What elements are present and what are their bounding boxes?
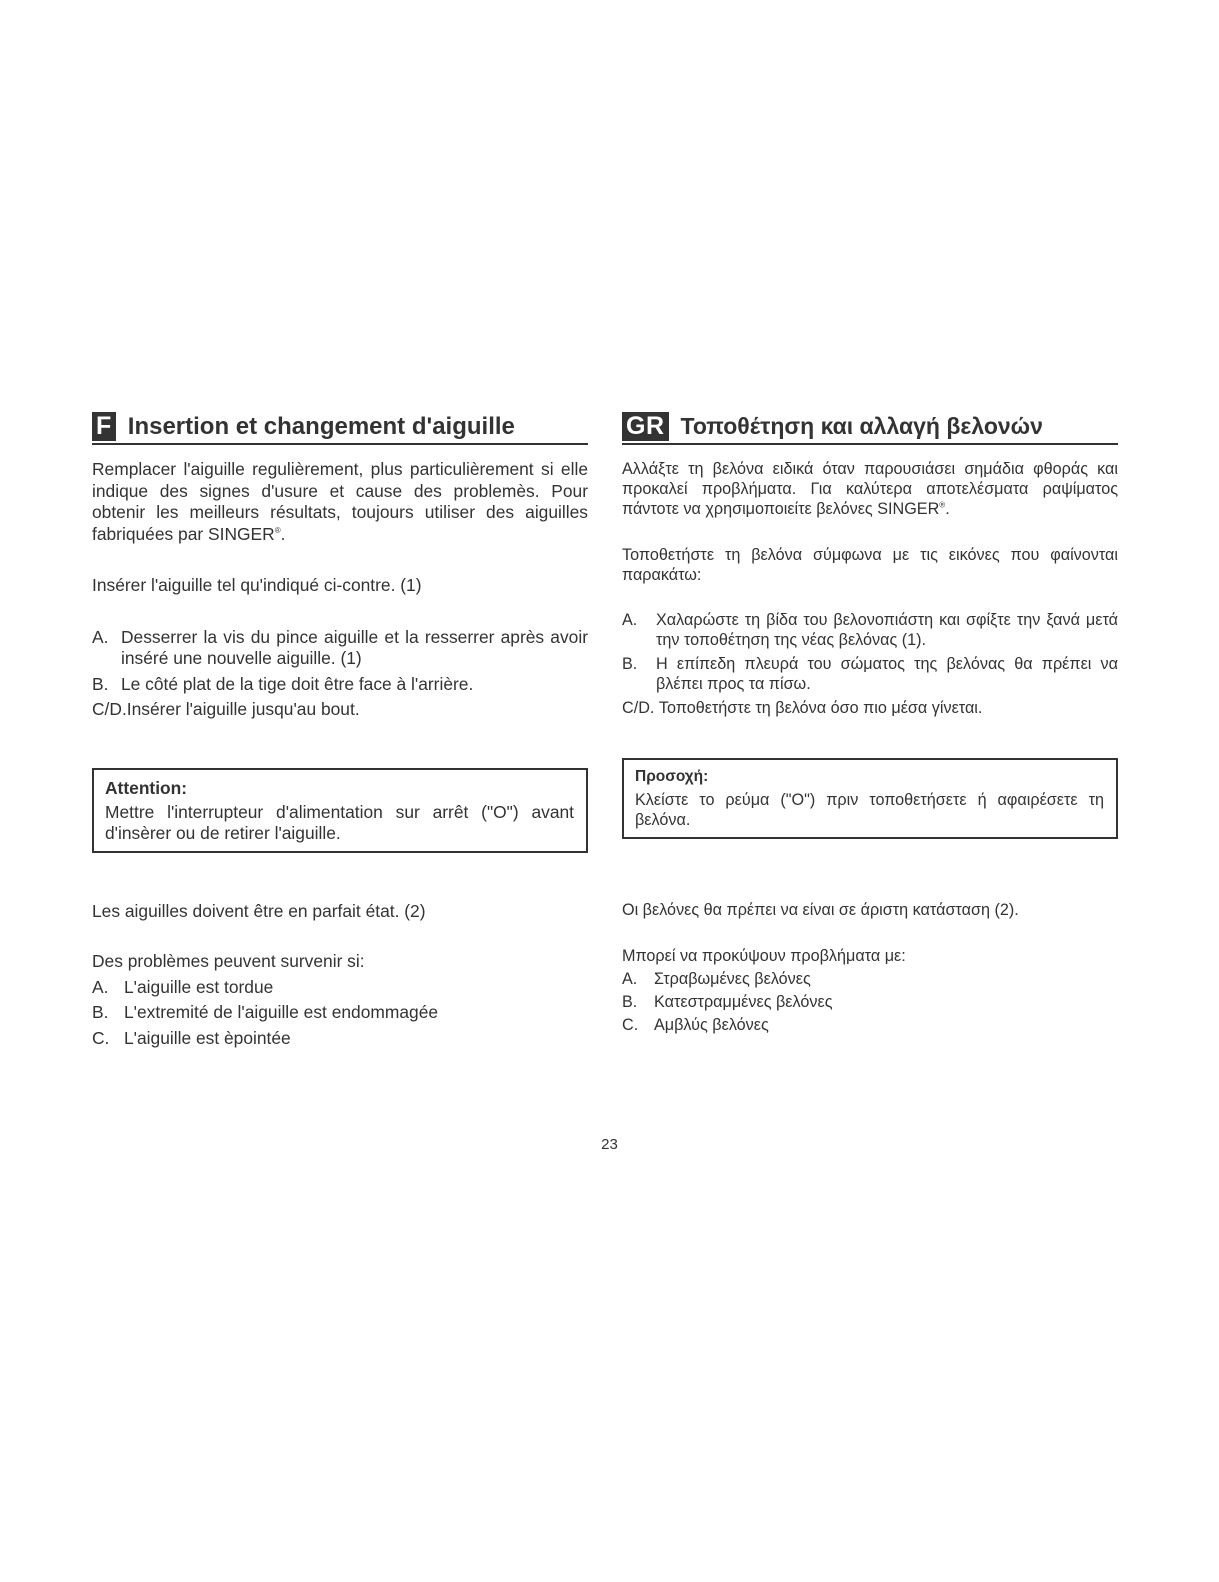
problem-item: C. L'aiguille est èpointée	[92, 1027, 291, 1048]
registered-mark: ®	[274, 525, 281, 535]
insert-instruction: Τοποθετήστε τη βελόνα σύμφωνα με τις εικόνες που φαίνονται παρακάτω:	[622, 546, 1118, 584]
needle-condition: Οι βελόνες θα πρέπει να είναι σε άριστη κατάσταση (2).	[622, 901, 1019, 919]
step-list	[622, 610, 1118, 718]
step-cd: C/D.Insérer l'aiguille jusqu'au bout.	[92, 699, 360, 719]
attention-text: Κλείστε το ρεύμα ("O") πριν τοποθετήσετε ή αφαιρέσετε τη βελόνα.	[635, 791, 1104, 829]
insert-instruction: Insérer l'aiguille tel qu'indiqué ci-contre. (1)	[92, 575, 422, 595]
step-item: B. Le côté plat de la tige doit être face à l'arrière.	[92, 673, 474, 694]
step-item: B. Η επίπεδη πλευρά του σώματος της βελόνας θα πρέπει να βλέπει προς τα πίσω.	[622, 655, 1118, 693]
attention-title: Προσοχή:	[635, 768, 709, 785]
french-section	[92, 410, 588, 1049]
problem-item: A. Στραβωμένες βελόνες	[622, 970, 811, 988]
section-title: Insertion et changement d'aiguille	[127, 412, 515, 440]
language-badge: F	[92, 412, 116, 441]
problem-list	[622, 969, 1118, 1035]
attention-box	[622, 758, 1118, 839]
problem-item: B. L'extremité de l'aiguille est endommagée	[92, 1002, 439, 1022]
attention-title: Attention:	[105, 777, 188, 798]
attention-box	[92, 768, 588, 853]
problem-list	[92, 977, 588, 1050]
problem-item: A. L'aiguille est tordue	[92, 976, 274, 997]
problem-item: C. Αμβλύς βελόνες	[622, 1016, 769, 1034]
page-number: 23	[601, 1136, 618, 1153]
step-cd: C/D. Τοποθετήστε τη βελόνα όσο πιο μέσα γίνεται.	[622, 699, 983, 717]
needle-condition: Les aiguilles doivent être en parfait état. (2)	[92, 900, 426, 921]
step-item: A. Desserrer la vis du pince aiguille et la resserrer après avoir inséré une nouvelle aiguille. (1)	[92, 626, 588, 668]
section-heading	[622, 410, 1118, 445]
intro-paragraph: Αλλάξτε τη βελόνα ειδικά όταν παρουσιάσει σημάδια φθοράς και προκαλεί προβλήματα. Για καλύτερα αποτελέσματα ραψίματος πάντοτε να χρησιμοποιείτε βελόνες SINGER®.	[622, 460, 1118, 518]
greek-section	[622, 410, 1118, 1035]
problem-item: B. Κατεστραμμένες βελόνες	[622, 993, 833, 1011]
attention-text: Mettre l'interrupteur d'alimentation sur arrêt ("O") avant d'insèrer ou de retirer l'aiguille.	[105, 801, 574, 843]
step-item: A. Χαλαρώστε τη βίδα του βελονοπιάστη και σφίξτε την ξανά μετά την τοποθέτηση της νέας βελόνας (1).	[622, 611, 1118, 649]
section-title: Τοποθέτηση και αλλαγή βελονών	[680, 413, 1043, 439]
language-badge: GR	[622, 412, 669, 441]
intro-paragraph: Remplacer l'aiguille regulièrement, plus particulièrement si elle indique des signes d'usure et cause des problemès. Pour obtenir les meilleurs résultats, toujours utiliser des aiguilles fabriquées par SINGER®.	[92, 459, 588, 544]
registered-mark: ®	[939, 500, 946, 510]
problems-intro: Μπορεί να προκύψουν προβλήματα με:	[622, 947, 906, 965]
step-list	[92, 627, 588, 721]
problems-intro: Des problèmes peuvent survenir si:	[92, 951, 365, 971]
section-heading	[92, 410, 588, 445]
